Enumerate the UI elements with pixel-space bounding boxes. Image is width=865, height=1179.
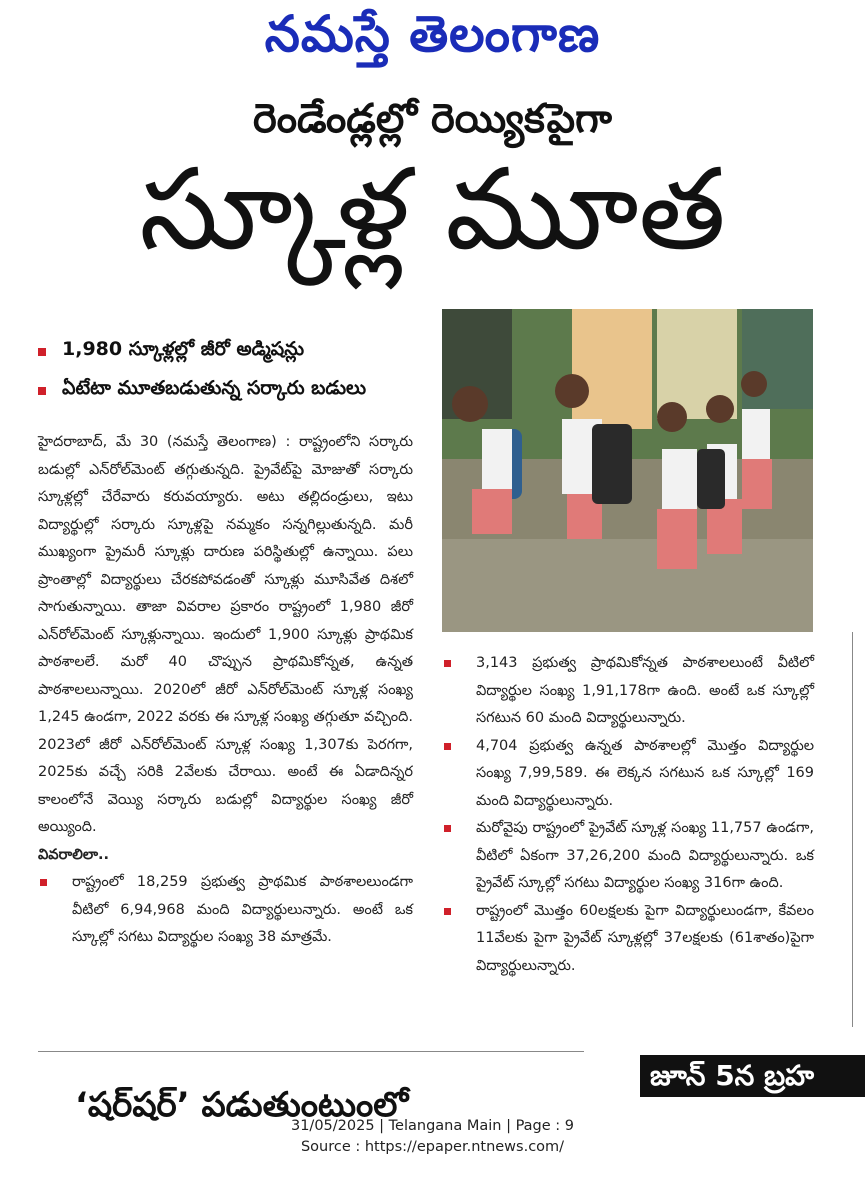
bullet-square-icon xyxy=(444,908,451,915)
article-bullet-text: 3,143 ప్రభుత్వ ప్రాథమికోన్నత పాఠశాలలుంటే వీటిలో విద్యార్థుల సంఖ్య 1,91,178గా ఉంది. అంటే ఒక స్కూల్లో సగటున 60 మంది విద్యార్థులున్నారు. xyxy=(476,655,814,726)
article-bullet-text: రాష్ట్రంలో 18,259 ప్రభుత్వ ప్రాథమిక పాఠశాలలుండగా వీటిలో 6,94,968 మంది విద్యార్థులున్నారు. అంటే ఒక స్కూల్లో సగటు విద్యార్థుల సంఖ్య 38 మాత్రమే. xyxy=(72,874,413,945)
column-divider xyxy=(852,632,853,1027)
next-article-banner: జూన్ 5న బ్రహ xyxy=(640,1055,865,1097)
article-column-left xyxy=(38,429,413,952)
masthead-logo: నమస్తే తెలంగాణ xyxy=(264,4,601,63)
bullet-square-icon xyxy=(444,743,451,750)
article-bullet-item xyxy=(38,869,413,952)
article-bullet-item xyxy=(442,650,814,733)
schoolchildren-photo-image xyxy=(442,309,813,632)
news-photo xyxy=(442,309,813,632)
main-headline: స్కూళ్ల మూత xyxy=(139,145,726,275)
page-footer xyxy=(0,1116,865,1158)
highlights-list xyxy=(38,338,438,416)
highlight-item xyxy=(38,377,438,404)
highlight-text: ఏటేటా మూతబడుతున్న సర్కారు బడులు xyxy=(62,377,367,399)
highlight-text: 1,980 స్కూళ్లల్లో జీరో అడ్మిషన్లు xyxy=(62,338,305,360)
article-body-text: హైదరాబాద్, మే 30 (నమస్తే తెలంగాణ) : రాష్ట్రంలోని సర్కారు బడుల్లో ఎన్‌రోల్‌మెంట్ తగ్గుతున్నది. ప్రైవేట్‌పై మోజుతో సర్కారు స్కూళ్లల్లో చేరేవారు కరువయ్యారు. అటు తల్లిదండ్రులు, ఇటు విద్యార్థుల్లో సర్కారు స్కూళ్లపై నమ్మకం సన్నగిల్లుతున్నది. మరీ ముఖ్యంగా ప్రైమరీ స్కూళ్లు దారుణ పరిస్థితుల్లో ఉన్నాయి. పలు ప్రాంతాల్లో విద్యార్థులు చేరకపోవడంతో స్కూళ్లు మూసివేత దిశలో సాగుతున్నాయి. తాజా వివరాల ప్రకారం రాష్ట్రంలో 1,980 జీరో ఎన్‌రోల్‌మెంట్ స్కూళ్లున్నాయి. ఇందులో 1,900 స్కూళ్లు ప్రాథమిక పాఠశాలలే. మరో 40 చొప్పున ప్రాథమికోన్నత, ఉన్నత పాఠశాలలున్నాయి. 2020లో జీరో ఎన్‌రోల్‌మెంట్ స్కూళ్ల సంఖ్య 1,245 ఉండగా, 2022 వరకు ఈ స్కూళ్ల సంఖ్య తగ్గుతూ వచ్చింది. 2023లో జీరో ఎన్‌రోల్‌మెంట్ స్కూళ్ల సంఖ్య 1,307కు పెరగగా, 2025కు వచ్చే సరికి 2వేలకు చేరాయి. అంటే ఈ ఏడాదిన్నర కాలంలోనే వెయ్యి సర్కారు బడుల్లో విద్యార్థుల సంఖ్య జీరో అయ్యింది. xyxy=(38,434,413,835)
article-bullet-text: రాష్ట్రంలో మొత్తం 60లక్షలకు పైగా విద్యార్థులుండగా, కేవలం 11వేలకు పైగా ప్రైవేట్ స్కూళ్లల్లో 37లక్షలకు (61శాతం)పైగా విద్యార్థులున్నారు. xyxy=(476,902,814,974)
article-bullet-item xyxy=(442,898,814,981)
footer-date-page: 31/05/2025 | Telangana Main | Page : 9 xyxy=(290,1118,575,1134)
next-article-teaser: ‘షర్‌షర్’ పడుతుంటుంలో xyxy=(75,1085,409,1125)
section-divider xyxy=(38,1051,584,1052)
highlight-item xyxy=(38,338,438,365)
article-subhead: వివరాలిలా.. xyxy=(38,846,110,863)
bullet-square-icon xyxy=(38,387,46,395)
bullet-square-icon xyxy=(38,348,46,356)
bullet-square-icon xyxy=(444,825,451,832)
article-bullet-item xyxy=(442,815,814,898)
footer-source-link[interactable]: Source : https://epaper.ntnews.com/ xyxy=(300,1139,565,1155)
article-column-right xyxy=(442,650,814,980)
article-bullet-text: 4,704 ప్రభుత్వ ఉన్నత పాఠశాలల్లో మొత్తం విద్యార్థుల సంఖ్య 7,99,589. ఈ లెక్కన సగటున ఒక స్కూల్లో 169 మంది విద్యార్థులున్నారు. xyxy=(476,737,814,809)
kicker-headline: రెండేండ్లల్లో రెయ్యికపైగా xyxy=(253,96,612,142)
article-bullet-item xyxy=(442,733,814,816)
bullet-square-icon xyxy=(444,660,451,667)
article-bullet-text: మరోవైపు రాష్ట్రంలో ప్రైవేట్ స్కూళ్ల సంఖ్య 11,757 ఉండగా, వీటిలో ఏకంగా 37,26,200 మంది విద్యార్థులున్నారు. ఒక ప్రైవేట్ స్కూల్లో సగటు విద్యార్థుల సంఖ్య 316గా ఉంది. xyxy=(476,820,814,891)
bullet-square-icon xyxy=(40,879,47,886)
